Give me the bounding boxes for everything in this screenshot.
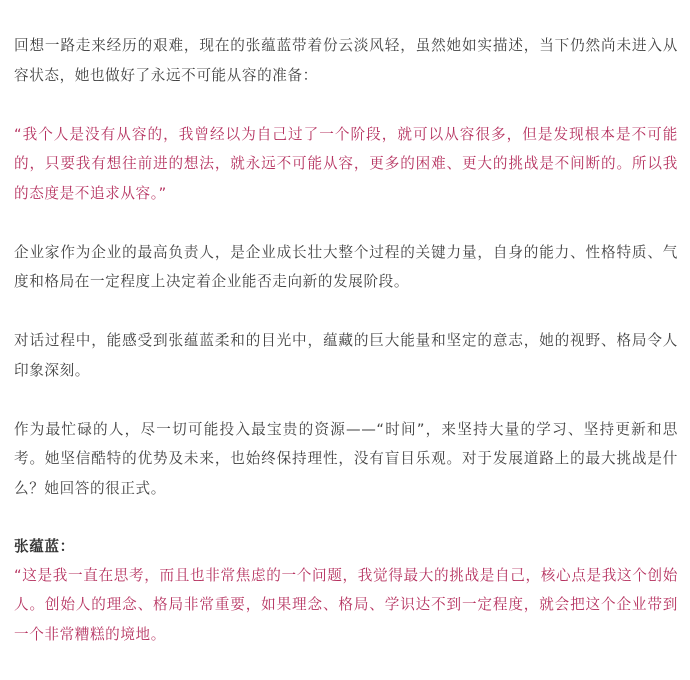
paragraph-spacer bbox=[14, 208, 678, 238]
body-paragraph-4: 作为最忙碌的人，尽一切可能投入最宝贵的资源——“时间”，来坚持大量的学习、坚持更新和思考。她坚信酷特的优势及未来，也始终保持理性，没有盲目乐观。对于发展道路上的最大挑战是什么？她回答的很正式。 bbox=[14, 420, 678, 497]
speaker-label: 张蕴蓝： bbox=[14, 537, 75, 555]
intro-paragraph: 回想一路走来经历的艰难，现在的张蕴蓝带着份云淡风轻，虽然她如实描述，当下仍然尚未进入从容状态，她也做好了永远不可能从容的准备： bbox=[14, 37, 678, 84]
body-paragraph-2: 企业家作为企业的最高负责人，是企业成长壮大整个过程的关键力量，自身的能力、性格特质、气度和格局在一定程度上决定着企业能否走向新的发展阶段。 bbox=[14, 243, 678, 290]
quote-paragraph-1: “我个人是没有从容的，我曾经以为自己过了一个阶段，就可以从容很多，但是发现根本是不可能的，只要我有想往前进的想法，就永远不可能从容，更多的困难、更大的挑战是不间断的。所以我的态度是不追求从容。” bbox=[14, 125, 678, 202]
paragraph-spacer bbox=[14, 503, 678, 533]
paragraph-spacer bbox=[14, 297, 678, 327]
paragraph-spacer bbox=[14, 90, 678, 120]
paragraph-spacer bbox=[14, 385, 678, 415]
body-paragraph-3: 对话过程中，能感受到张蕴蓝柔和的目光中，蕴藏的巨大能量和坚定的意志，她的视野、格局令人印象深刻。 bbox=[14, 332, 678, 379]
article-body bbox=[14, 31, 678, 649]
quote-paragraph-2: “这是我一直在思考，而且也非常焦虑的一个问题，我觉得最大的挑战是自己，核心点是我这个创始人。创始人的理念、格局非常重要，如果理念、格局、学识达不到一定程度，就会把这个企业带到一个非常糟糕的境地。 bbox=[14, 566, 678, 643]
